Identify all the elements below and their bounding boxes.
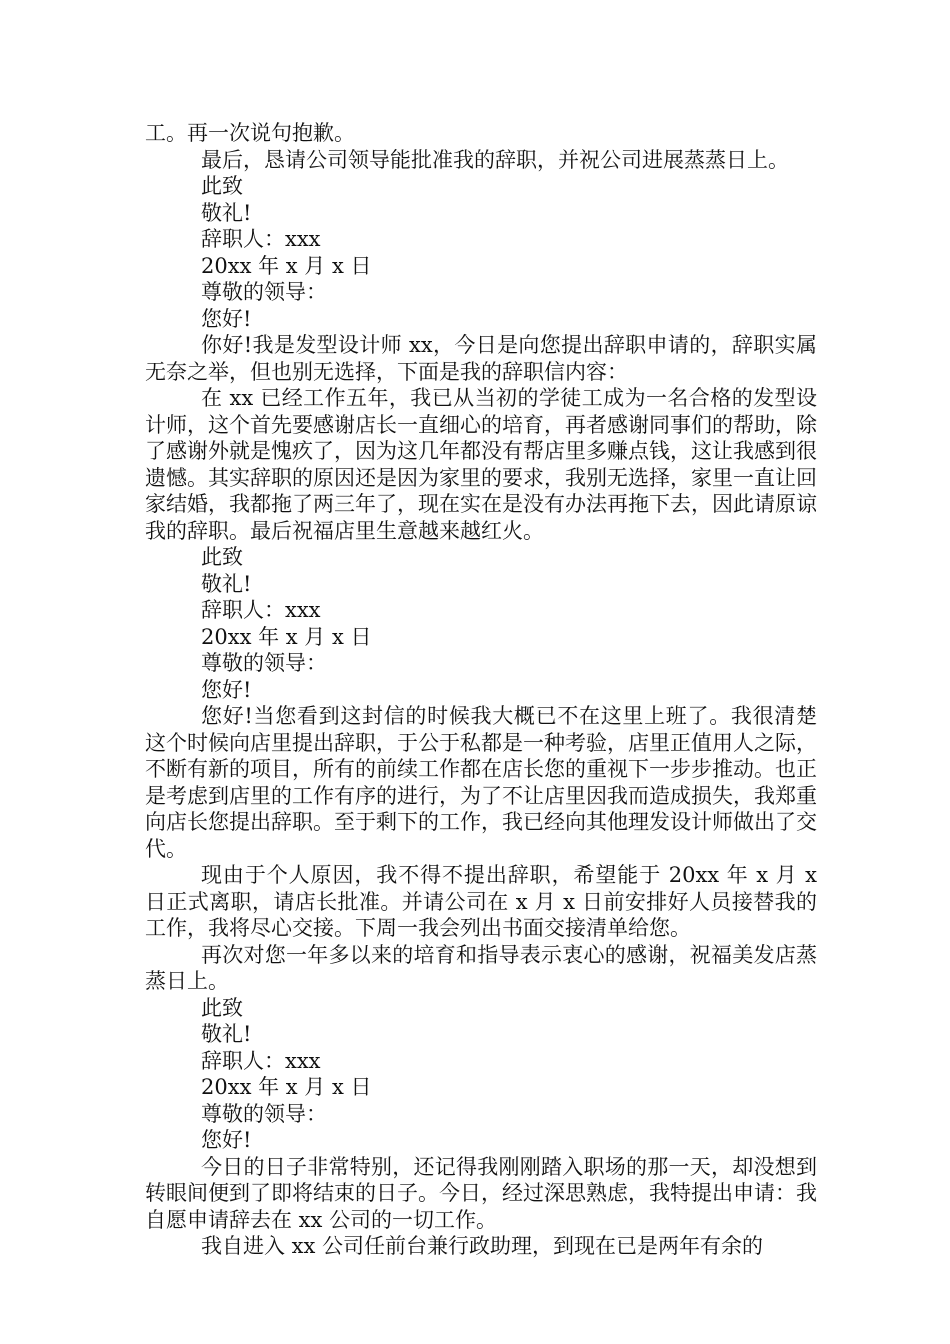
paragraph: 你好!我是发型设计师 xx，今日是向您提出辞职申请的，辞职实属无奈之举，但也别无选择，下面是我的辞职信内容： [145,333,817,384]
signature-line: 辞职人：xxx [201,227,321,251]
closing-line: 此致 [201,545,243,569]
paragraph: 今日的日子非常特别，还记得我刚刚踏入职场的那一天，却没想到转眼间便到了即将结束的日子。今日，经过深思熟虑，我特提出申请：我自愿申请辞去在 xx 公司的一切工作。 [145,1154,817,1232]
greeting-line: 您好! [201,1128,252,1152]
date-line: 20xx 年 x 月 x 日 [201,253,372,278]
signature-line: 辞职人：xxx [201,1048,321,1073]
salutation-line: 敬礼! [201,1022,252,1046]
signature-line: 辞职人：xxx [201,598,321,622]
paragraph: 在 xx 已经工作五年，我已从当初的学徒工成为一名合格的发型设计师，这个首先要感谢店长一直细心的培育，再者感谢同事们的帮助，除了感谢外就是愧疚了，因为这几年都没有帮店里多赚点钱，这让我感到很遗憾。其实辞职的原因还是因为家里的要求，我别无选择，家里一直让回家结婚，我都拖了两三年了，现在实在是没有办法再拖下去，因此请原谅我的辞职。最后祝福店里生意越来越红火。 [145,386,817,543]
date-line: 20xx 年 x 月 x 日 [201,624,372,649]
greeting-line: 您好! [201,306,252,331]
paragraph: 最后，恳请公司领导能批准我的辞职，并祝公司进展蒸蒸日上。 [201,147,789,172]
greeting-line: 尊敬的领导： [201,280,327,304]
document-body [145,120,817,1260]
date-line: 20xx 年 x 月 x 日 [201,1075,372,1099]
closing-line: 此致 [201,995,243,1020]
greeting-line: 尊敬的领导： [201,1101,327,1126]
salutation-line: 敬礼! [201,571,252,596]
paragraph: 您好!当您看到这封信的时候我大概已不在这里上班了。我很清楚这个时候向店里提出辞职，于公于私都是一种考验，店里正值用人之际，不断有新的项目，所有的前续工作都在店长您的重视下一步步推动。也正是考虑到店里的工作有序的进行，为了不让店里因我而造成损失，我郑重向店长您提出辞职。至于剩下的工作，我已经向其他理发设计师做出了交代。 [145,704,817,861]
paragraph: 工。再一次说句抱歉。 [145,121,355,145]
paragraph: 再次对您一年多以来的培育和指导表示衷心的感谢，祝福美发店蒸蒸日上。 [145,942,817,993]
paragraph: 现由于个人原因，我不得不提出辞职，希望能于 20xx 年 x 月 x 日正式离职，请店长批准。并请公司在 x 月 x 日前安排好人员接替我的工作，我将尽心交接。下周一我会列出书面交接清单给您。 [145,863,817,940]
greeting-line: 尊敬的领导： [201,651,327,675]
salutation-line: 敬礼! [201,200,252,225]
greeting-line: 您好! [201,677,252,702]
closing-line: 此致 [201,174,243,198]
paragraph: 我自进入 xx 公司任前台兼行政助理，到现在已是两年有余的 [201,1234,764,1258]
